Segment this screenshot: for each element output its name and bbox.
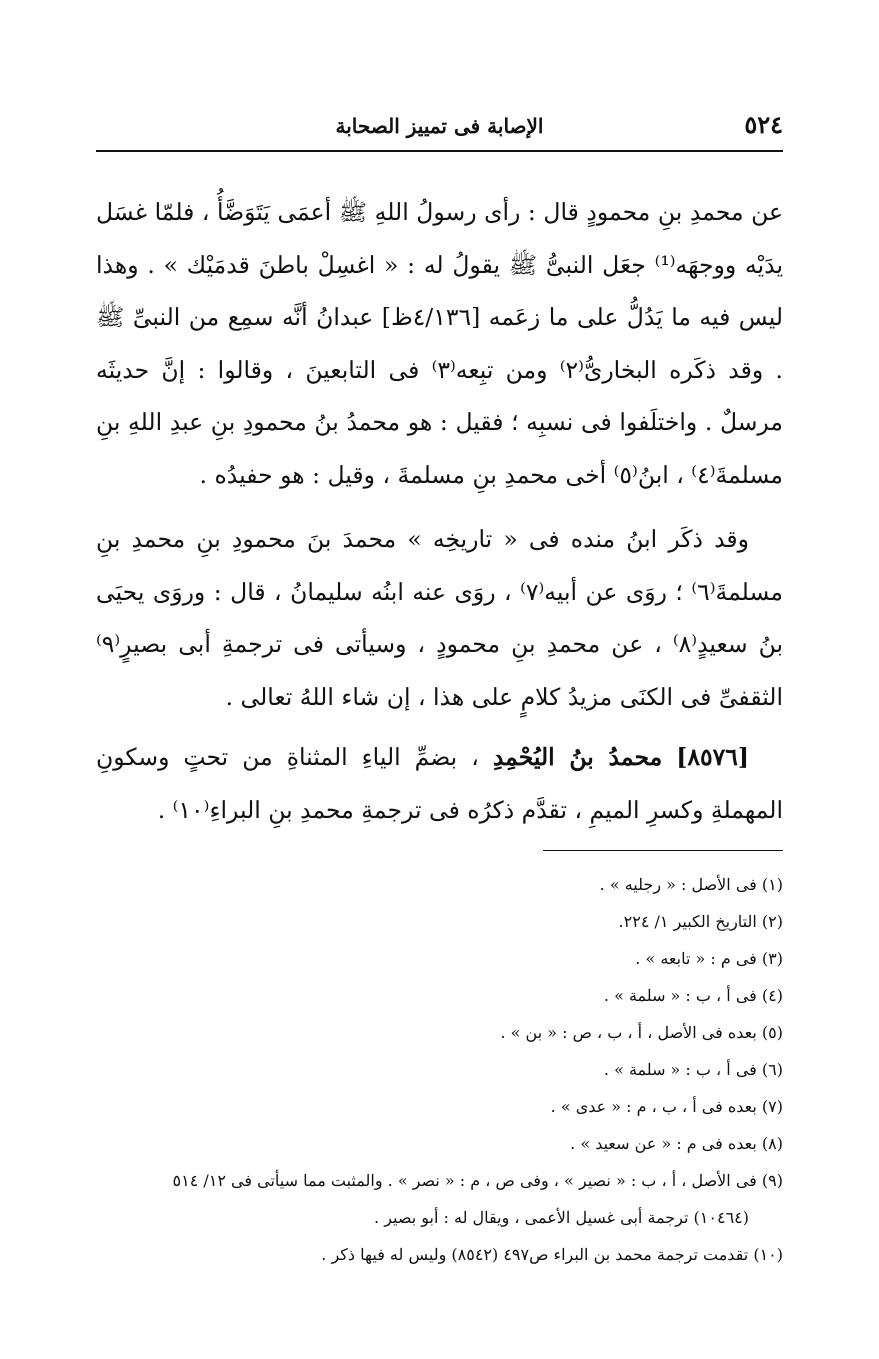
paragraph: وقد ذكَر ابنُ منده فى « تاريخِه » محمدَ بنَ محمودِ بنِ محمدِ بنِ مسلمةَ⁽٦⁾ ؛ روَى عن أبيه⁽٧⁾ ، روَى عنه ابنُه سليمانُ ، قال : وروَى يحيَى بنُ سعيدٍ⁽٨⁾ ، عن محمدِ بنِ محمودٍ ، وسيأتى فى ترجمةِ أبى بصيرٍ⁽٩⁾ الثقفىِّ فى الكنَى مزيدُ كلامٍ على هذا ، إن شاء اللهُ تعالى . (96, 525, 784, 711)
footnote: (١٠) تقدمت ترجمة محمد بن البراء ص٤٩٧ (٨٥٤٢) وليس له فيها ذكر . (321, 1245, 783, 1264)
footnote-continuation: (١٠٤٦٤) ترجمة أبى غسيل الأعمى ، ويقال له : أبو بصير . (374, 1208, 749, 1227)
footnote: (٨) بعده فى م : « عن سعيد » . (570, 1134, 783, 1153)
entry-number: [٨٥٧٦] (676, 743, 749, 771)
footnote: (٥) بعده فى الأصل ، أ ، ب ، ص : « بن » . (500, 1023, 783, 1042)
footnote: (٣) فى م : « تابعه » . (635, 949, 783, 968)
footnotes (96, 866, 783, 1273)
footnote: (١) فى الأصل : « رجليه » . (599, 875, 783, 894)
footnote: (٢) التاريخ الكبير ١/ ٢٢٤. (618, 912, 783, 931)
entry-name: محمدُ بنُ اليُحْمِدِ (492, 743, 663, 771)
footnote: (٦) فى أ ، ب : « سلمة » . (603, 1060, 783, 1079)
page-number: ٥٢٤ (744, 110, 783, 139)
running-title: الإصابة فى تمييز الصحابة (335, 114, 544, 138)
entry-paragraph (96, 731, 783, 836)
main-text (96, 186, 783, 836)
footnote: (٧) بعده فى أ ، ب ، م : « عدى » . (550, 1097, 783, 1116)
entry-text: ، بضمِّ الياءِ المثناةِ من تحتٍ وسكونِ المهملةِ وكسرِ الميمِ ، تقدَّم ذكرُه فى ترجمةِ محمدِ بنِ البراءِ⁽١٠⁾ . (96, 743, 783, 824)
footnote: (٩) فى الأصل ، أ ، ب : « نصير » ، وفى ص ، م : « نصر » . والمثبت مما سيأتى فى ١٢/ ٥١٤ (172, 1171, 783, 1190)
page-header (96, 106, 783, 152)
footnote: (٤) فى أ ، ب : « سلمة » . (603, 986, 783, 1005)
paragraph: عن محمدِ بنِ محمودٍ قال : رأى رسولُ اللهِ ﷺ أعمَى يَتَوَضَّأُ ، فلمّا غسَل يدَيْه ووجهَه⁽¹⁾ جعَل النبىُّ ﷺ يقولُ له : « اغسِلْ باطنَ قدمَيْك » . وهذا ليس فيه ما يَدُلُّ على ما زعَمه [٤/١٣٦ظ] عبدانُ أنَّه سمِع من النبىِّ ﷺ . وقد ذكَره البخارىُّ⁽٢⁾ ومن تبِعه⁽٣⁾ فى التابعينَ ، وقالوا : إنَّ حديثَه مرسلٌ . واختلَفوا فى نسبِه ؛ فقيل : هو محمدُ بنُ محمودِ بنِ عبدِ اللهِ بنِ مسلمةَ⁽٤⁾ ، ابنُ⁽٥⁾ أخى محمدِ بنِ مسلمةَ ، وقيل : هو حفيدُه . (96, 198, 784, 489)
footnote-divider (543, 850, 783, 851)
